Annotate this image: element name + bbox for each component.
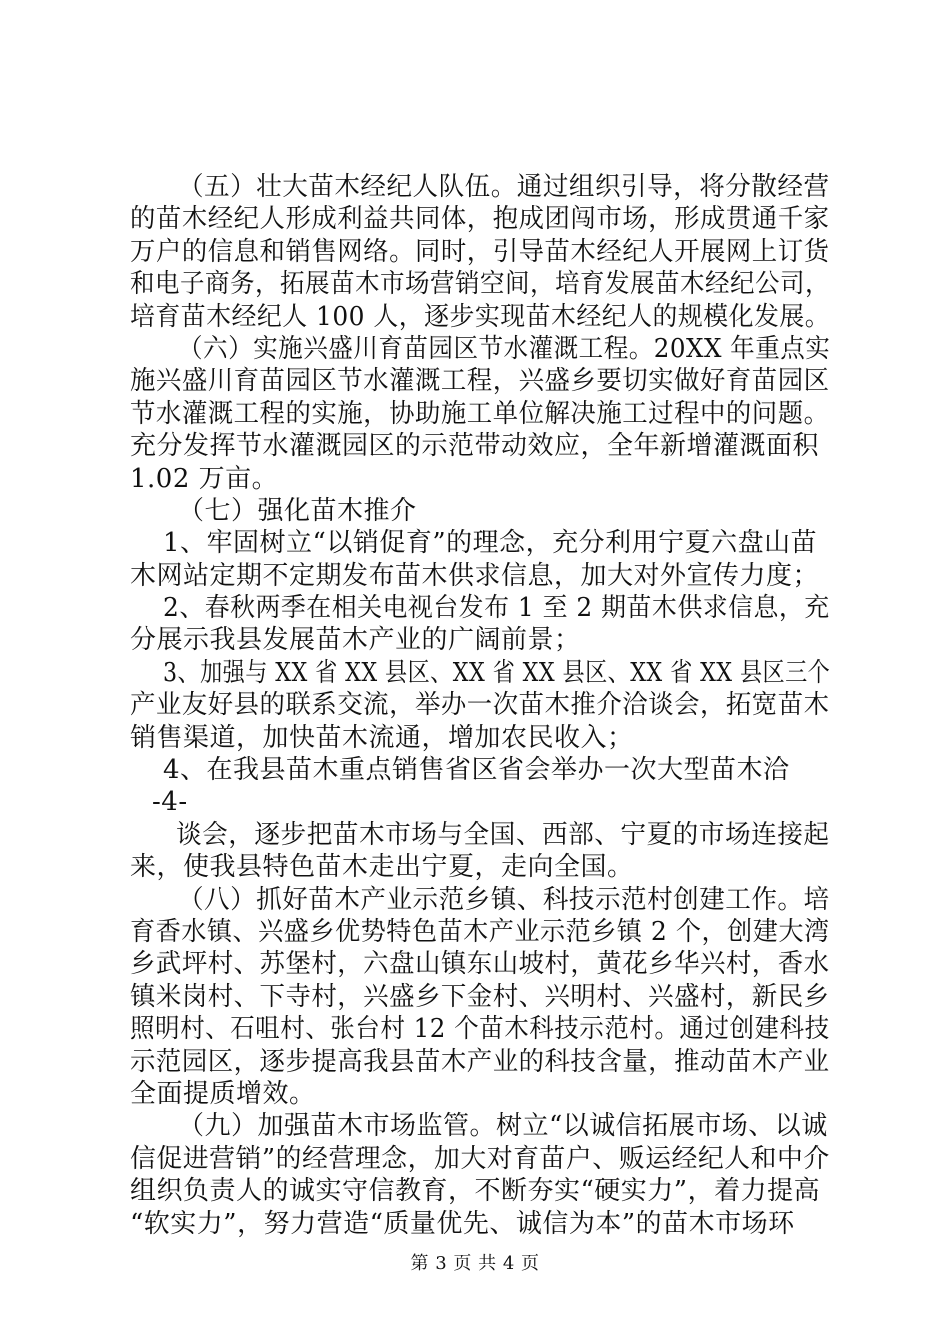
paragraph-line: 1.02 万亩。 <box>130 463 279 494</box>
list-item-line: 产业友好县的联系交流，举办一次苗木推介洽谈会，拓宽苗木 <box>130 690 830 721</box>
paragraph-line: “软实力”，努力营造“质量优先、诚信为本”的苗木市场环 <box>130 1208 795 1239</box>
list-item-line: 木网站定期不定期发布苗木供求信息，加大对外宣传力度； <box>130 560 820 591</box>
paragraph-line: 谈会，逐步把苗木市场与全国、西部、宁夏的市场连接起 <box>176 819 830 850</box>
list-item-line: 4、在我县苗木重点销售省区省会举办一次大型苗木洽 <box>163 755 790 786</box>
list-item-line: 2、春秋两季在相关电视台发布 1 至 2 期苗木供求信息，充 <box>163 593 830 624</box>
paragraph-line: 节水灌溉工程的实施，协助施工单位解决施工过程中的问题。 <box>130 398 830 429</box>
paragraph-line: 组织负责人的诚实守信教育，不断夯实“硬实力”，着力提高 <box>130 1176 821 1207</box>
paragraph-line: 来，使我县特色苗木走出宁夏，走向全国。 <box>130 852 634 883</box>
paragraph-line: （八）抓好苗木产业示范乡镇、科技示范村创建工作。培 <box>178 884 830 915</box>
list-item-line: 分展示我县发展苗木产业的广阔前景； <box>130 625 581 656</box>
page-break-marker: -4- <box>152 787 188 818</box>
paragraph-line: 镇米岗村、下寺村，兴盛乡下金村、兴明村、兴盛村，新民乡 <box>130 981 830 1012</box>
paragraph-line: 照明村、石咀村、张台村 12 个苗木科技示范村。通过创建科技 <box>130 1014 830 1045</box>
paragraph-line: 育香水镇、兴盛乡优势特色苗木产业示范乡镇 2 个，创建大湾 <box>130 916 830 947</box>
paragraph-line: 万户的信息和销售网络。同时，引导苗木经纪人开展网上订货 <box>130 236 830 267</box>
paragraph-line: 施兴盛川育苗园区节水灌溉工程，兴盛乡要切实做好育苗园区 <box>130 366 830 397</box>
list-item-line: 销售渠道，加快苗木流通，增加农民收入； <box>130 722 634 753</box>
paragraph-line: （五）壮大苗木经纪人队伍。通过组织引导，将分散经营 <box>178 172 830 202</box>
list-item-line: 1、牢固树立“以销促育”的理念，充分利用宁夏六盘山苗 <box>163 528 818 559</box>
paragraph-line: 和电子商务，拓展苗木市场营销空间，培育发展苗木经纪公司， <box>130 269 831 300</box>
paragraph-line: （九）加强苗木市场监管。树立“以诚信拓展市场、以诚 <box>178 1111 828 1142</box>
page-footer <box>0 1252 950 1276</box>
paragraph-line: 乡武坪村、苏堡村，六盘山镇东山坡村，黄花乡华兴村，香水 <box>130 949 830 980</box>
paragraph-line: 的苗木经纪人形成利益共同体，抱成团闯市场，形成贯通千家 <box>130 204 830 235</box>
list-item-line: 3、加强与 XX 省 XX 县区、XX 省 XX 县区、XX 省 XX 县区三个 <box>163 657 831 688</box>
document-body <box>130 171 830 1240</box>
paragraph-line: 充分发挥节水灌溉园区的示范带动效应，全年新增灌溉面积 <box>130 431 820 462</box>
paragraph-line: 全面提质增效。 <box>130 1078 316 1109</box>
section-heading: （七）强化苗木推介 <box>178 495 417 526</box>
paragraph-line: （六）实施兴盛川育苗园区节水灌溉工程。20XX 年重点实 <box>178 333 831 364</box>
paragraph-line: 示范园区，逐步提高我县苗木产业的科技含量，推动苗木产业 <box>130 1046 830 1077</box>
paragraph-line: 培育苗木经纪人 100 人，逐步实现苗木经纪人的规模化发展。 <box>130 301 831 332</box>
page-number-label: 第 3 页 共 4 页 <box>410 1253 540 1274</box>
paragraph-line: 信促进营销”的经营理念，加大对育苗户、贩运经纪人和中介 <box>130 1143 830 1174</box>
